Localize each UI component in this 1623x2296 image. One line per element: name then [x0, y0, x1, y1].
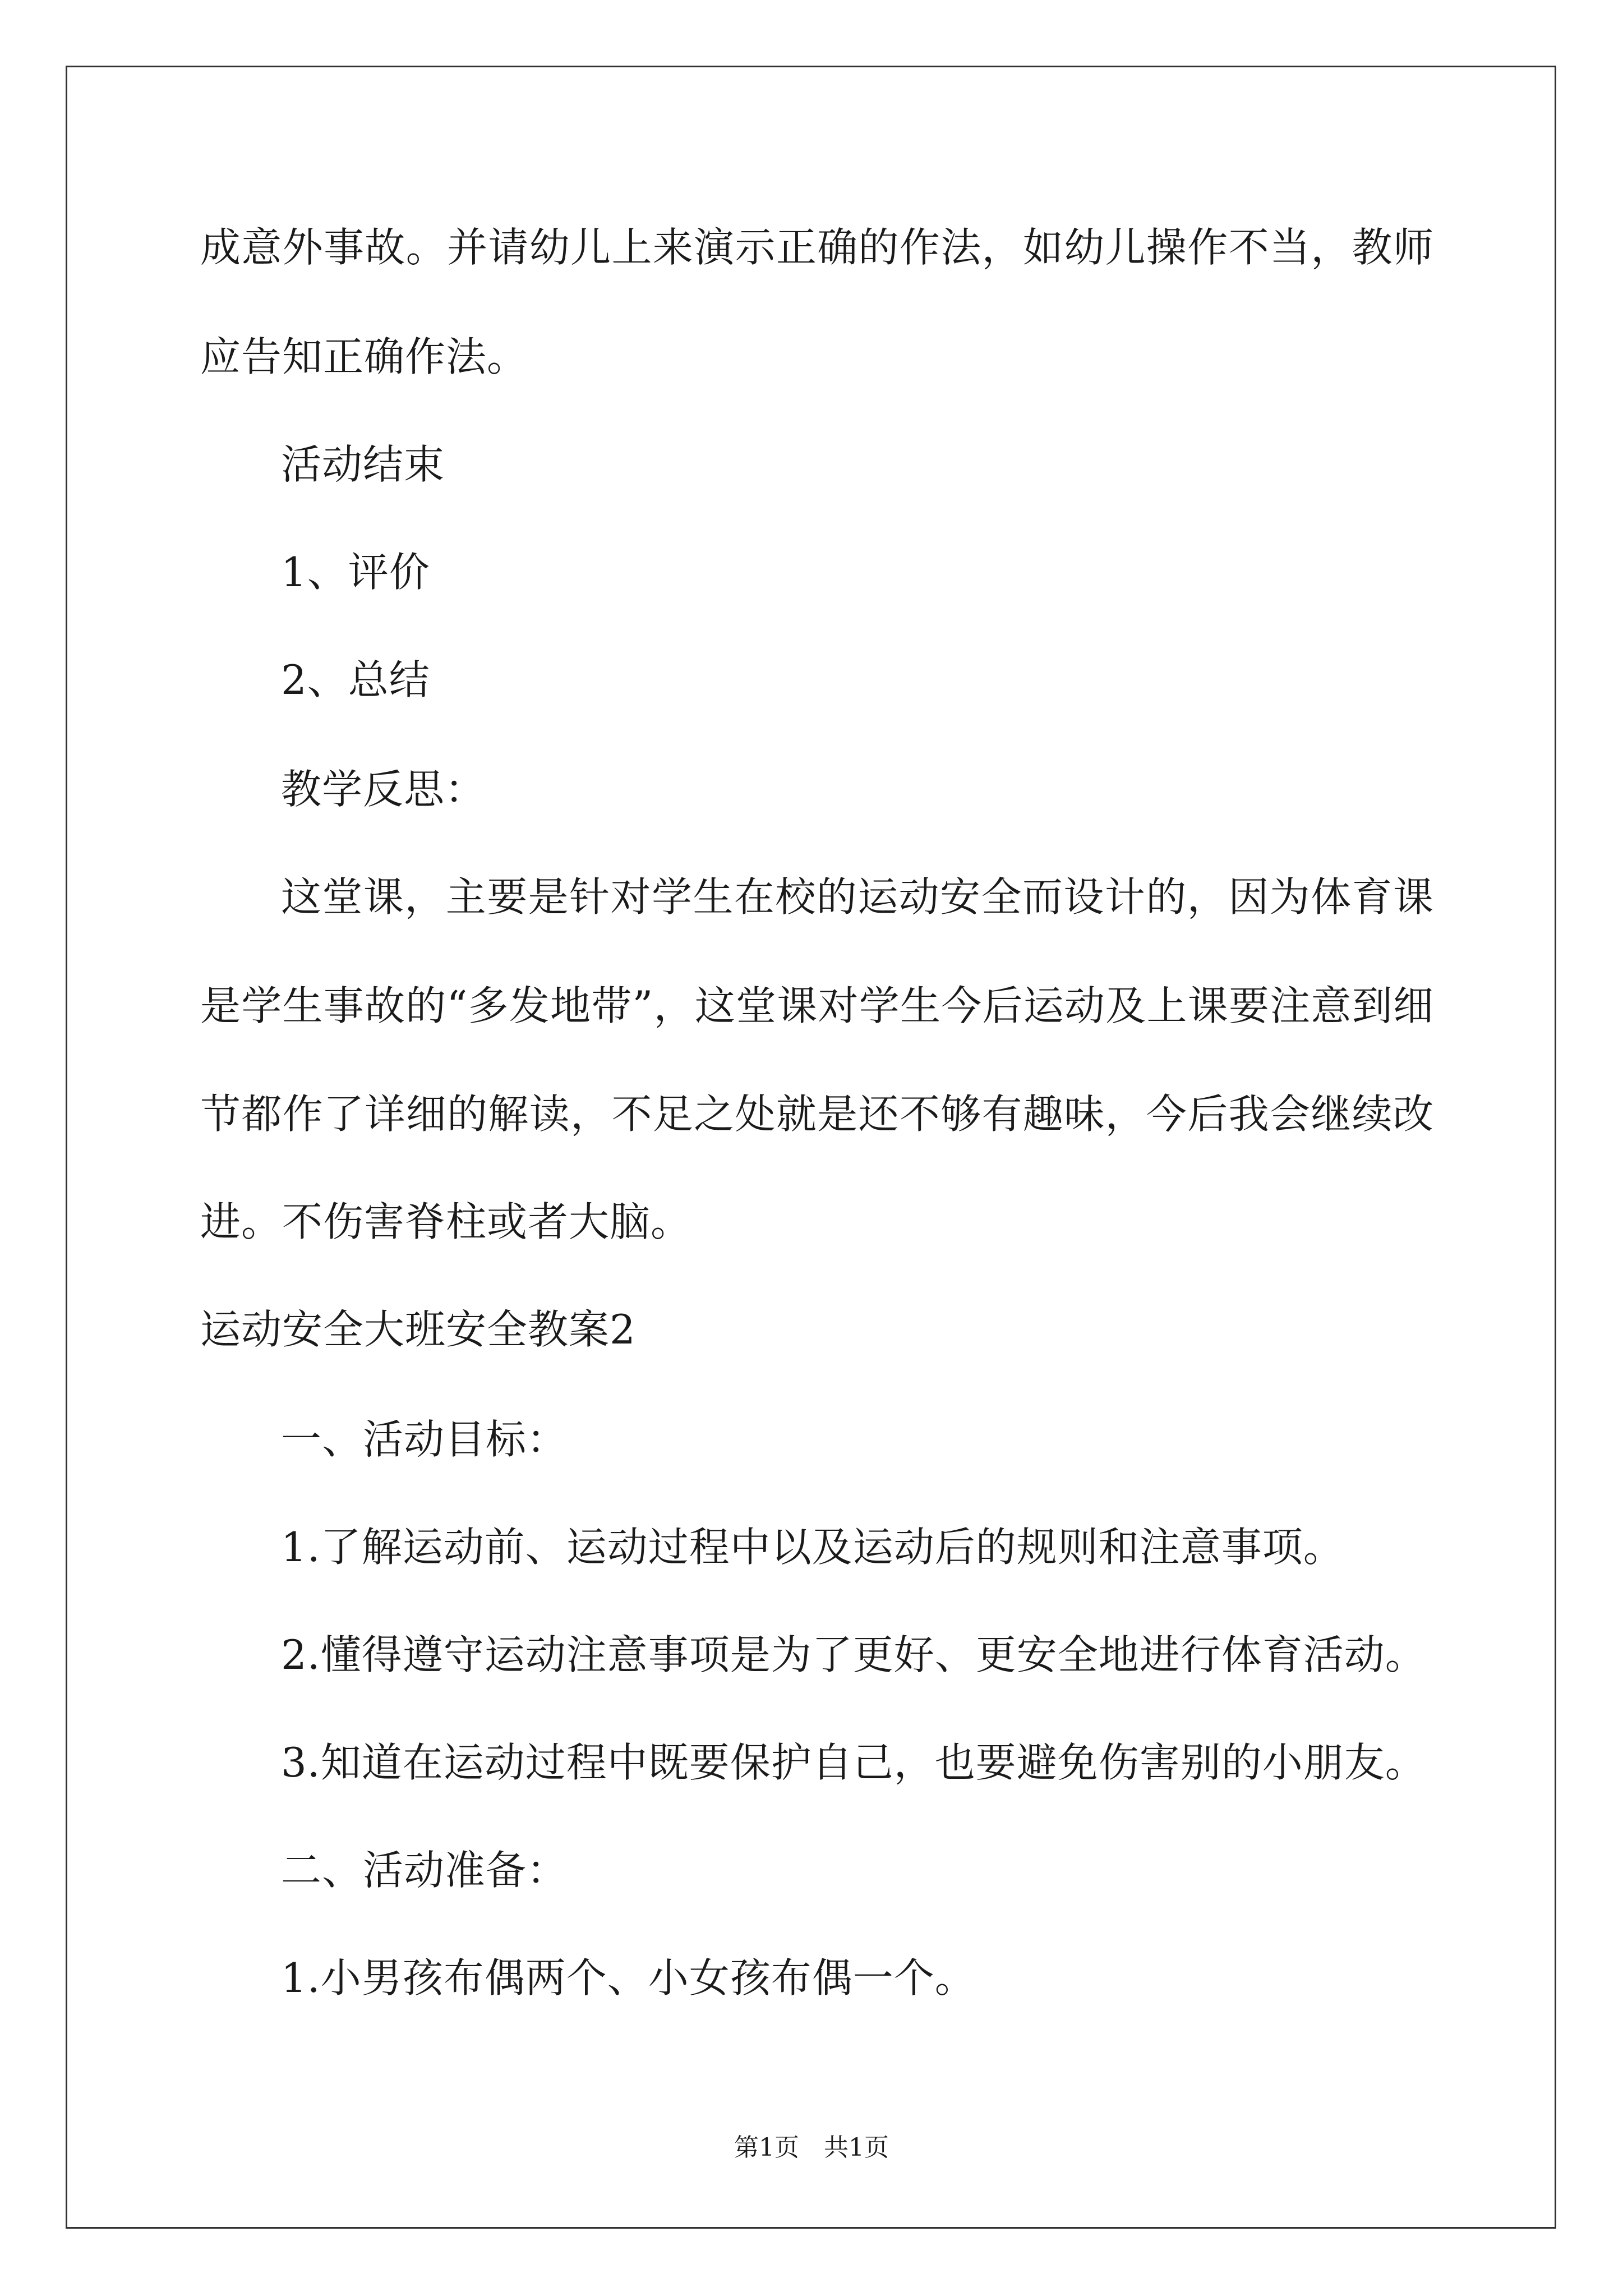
section-heading: 二、活动准备：: [281, 1847, 568, 1894]
section-heading: 活动结束: [281, 441, 445, 488]
document-title: 运动安全大班安全教案2: [200, 1306, 636, 1353]
paragraph-line: 这堂课，主要是针对学生在校的运动安全而设计的，因为体育课: [281, 873, 1434, 921]
section-heading: 教学反思：: [281, 766, 486, 813]
paragraph-line: 进。不伤害脊柱或者大脑。: [200, 1198, 692, 1245]
paragraph-line: 成意外事故。并请幼儿上来演示正确的作法，如幼儿操作不当，教师: [200, 224, 1434, 271]
paragraph-line: 应告知正确作法。: [200, 333, 528, 380]
list-item: 1.小男孩布偶两个、小女孩布偶一个。: [281, 1954, 976, 2001]
page-border: [66, 66, 1556, 2229]
list-item: 3.知道在运动过程中既要保护自己，也要避免伤害别的小朋友。: [281, 1739, 1426, 1786]
list-item: 2、总结: [281, 656, 430, 703]
list-item: 2.懂得遵守运动注意事项是为了更好、更安全地进行体育活动。: [281, 1631, 1426, 1678]
section-heading: 一、活动目标：: [281, 1416, 568, 1463]
paragraph-line: 节都作了详细的解读，不足之处就是还不够有趣味，今后我会继续改: [200, 1091, 1434, 1138]
list-item: 1.了解运动前、运动过程中以及运动后的规则和注意事项。: [281, 1524, 1344, 1571]
paragraph-line: 是学生事故的“多发地带”，这堂课对学生今后运动及上课要注意到细: [200, 982, 1434, 1029]
list-item: 1、评价: [281, 549, 430, 596]
page-footer: 第1页 共1页: [734, 2133, 889, 2162]
